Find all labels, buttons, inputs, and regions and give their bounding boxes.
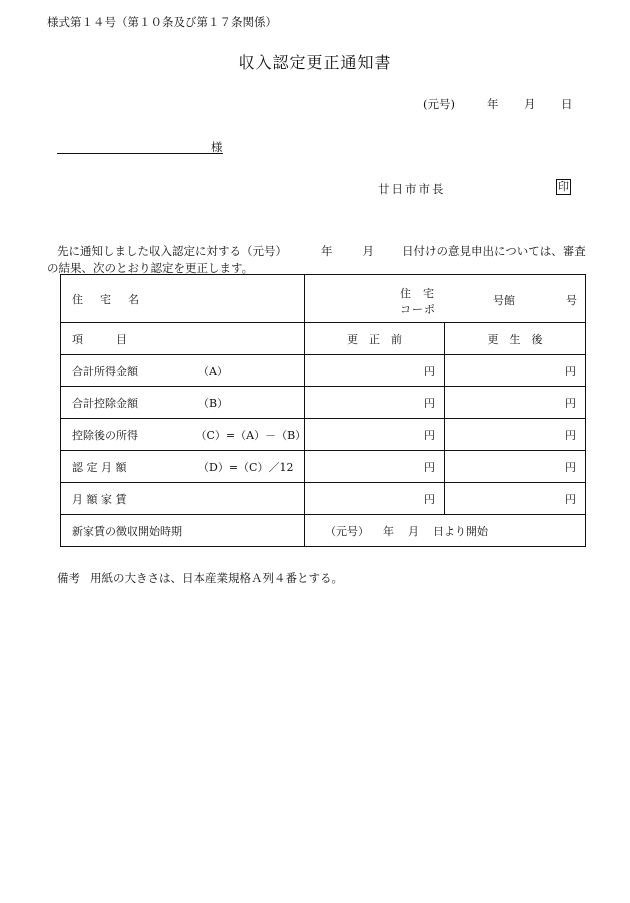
body-year-label: 年 bbox=[321, 244, 333, 258]
start-date-era: （元号） bbox=[325, 524, 369, 538]
row-formula: （C）=（A）－（B） bbox=[195, 428, 307, 442]
table-row bbox=[61, 419, 586, 451]
row-label-cell bbox=[61, 355, 305, 387]
before-value-field[interactable]: 円 bbox=[305, 451, 445, 483]
row-formula: （A） bbox=[198, 364, 228, 378]
row-label-cell bbox=[61, 387, 305, 419]
row-label: 控除後の所得 bbox=[72, 428, 138, 442]
housing-name-label-cell bbox=[61, 275, 305, 323]
date-month-label: 月 bbox=[524, 97, 536, 111]
date-year-label: 年 bbox=[487, 97, 499, 111]
recalculation-table bbox=[60, 274, 586, 547]
housing-type-jutaku: 住宅 bbox=[400, 287, 446, 300]
header-item: 項 目 bbox=[61, 323, 305, 355]
body-text-line-2: の結果、次のとおり認定を更正します。 bbox=[47, 261, 254, 275]
form-number: 様式第１４号（第１０条及び第１７条関係） bbox=[47, 15, 277, 29]
table-row bbox=[61, 387, 586, 419]
table-row bbox=[61, 355, 586, 387]
table-row-start-date bbox=[61, 515, 586, 547]
row-formula: （B） bbox=[198, 396, 229, 410]
body-month-label: 月 bbox=[362, 244, 374, 258]
body-text-line-1 bbox=[57, 243, 586, 259]
row-label-cell bbox=[61, 483, 305, 515]
after-value-field[interactable]: 円 bbox=[445, 355, 586, 387]
remarks-label: 備考 bbox=[57, 571, 80, 585]
start-date-year: 年 bbox=[383, 524, 394, 538]
header-after: 更 生 後 bbox=[445, 323, 586, 355]
before-value-field[interactable]: 円 bbox=[305, 355, 445, 387]
addressee-honorific: 様 bbox=[211, 140, 223, 154]
header-before: 更 正 前 bbox=[305, 323, 445, 355]
after-value-field[interactable]: 円 bbox=[445, 419, 586, 451]
before-value-field[interactable]: 円 bbox=[305, 483, 445, 515]
row-label: 合計所得金額 bbox=[72, 364, 138, 378]
body-text-part: 先に通知しました収入認定に対する（元号） bbox=[57, 244, 287, 258]
row-label-cell bbox=[61, 419, 305, 451]
addressee-name-line[interactable] bbox=[57, 153, 223, 154]
row-label: 認 定 月 額 bbox=[72, 460, 127, 474]
after-value-field[interactable]: 円 bbox=[445, 451, 586, 483]
housing-building-suffix: 号館 bbox=[493, 294, 515, 307]
seal-stamp: 印 bbox=[558, 180, 569, 193]
before-value-field[interactable]: 円 bbox=[305, 387, 445, 419]
table-row-housing bbox=[61, 275, 586, 323]
table-row bbox=[61, 451, 586, 483]
row-formula: （D）=（C）／12 bbox=[198, 460, 294, 474]
start-date-month: 月 bbox=[408, 524, 419, 538]
remarks-text: 用紙の大きさは、日本産業規格Ａ列４番とする。 bbox=[90, 571, 343, 585]
start-date-label: 新家賃の徴収開始時期 bbox=[61, 515, 305, 547]
document-title: 収入認定更正通知書 bbox=[238, 53, 392, 72]
row-label-cell bbox=[61, 451, 305, 483]
row-label: 月 額 家 賃 bbox=[72, 492, 127, 506]
housing-type-copo: コーポ bbox=[400, 303, 436, 316]
after-value-field[interactable]: 円 bbox=[445, 483, 586, 515]
after-value-field[interactable]: 円 bbox=[445, 387, 586, 419]
date-day-label: 日 bbox=[561, 97, 573, 111]
body-text-part: 日付けの意見申出については、審査 bbox=[402, 244, 586, 258]
start-date-field[interactable] bbox=[305, 515, 586, 547]
date-era: (元号) bbox=[423, 97, 455, 111]
table-header-row bbox=[61, 323, 586, 355]
before-value-field[interactable]: 円 bbox=[305, 419, 445, 451]
start-date-day: 日より開始 bbox=[433, 524, 488, 538]
remarks bbox=[57, 570, 343, 586]
table-row bbox=[61, 483, 586, 515]
housing-name-field[interactable] bbox=[305, 275, 586, 323]
housing-name-label: 住 宅 名 bbox=[72, 292, 142, 306]
housing-number-suffix: 号 bbox=[566, 294, 577, 307]
row-label: 合計控除金額 bbox=[72, 396, 138, 410]
issuer-title: 廿日市市長 bbox=[378, 182, 446, 196]
